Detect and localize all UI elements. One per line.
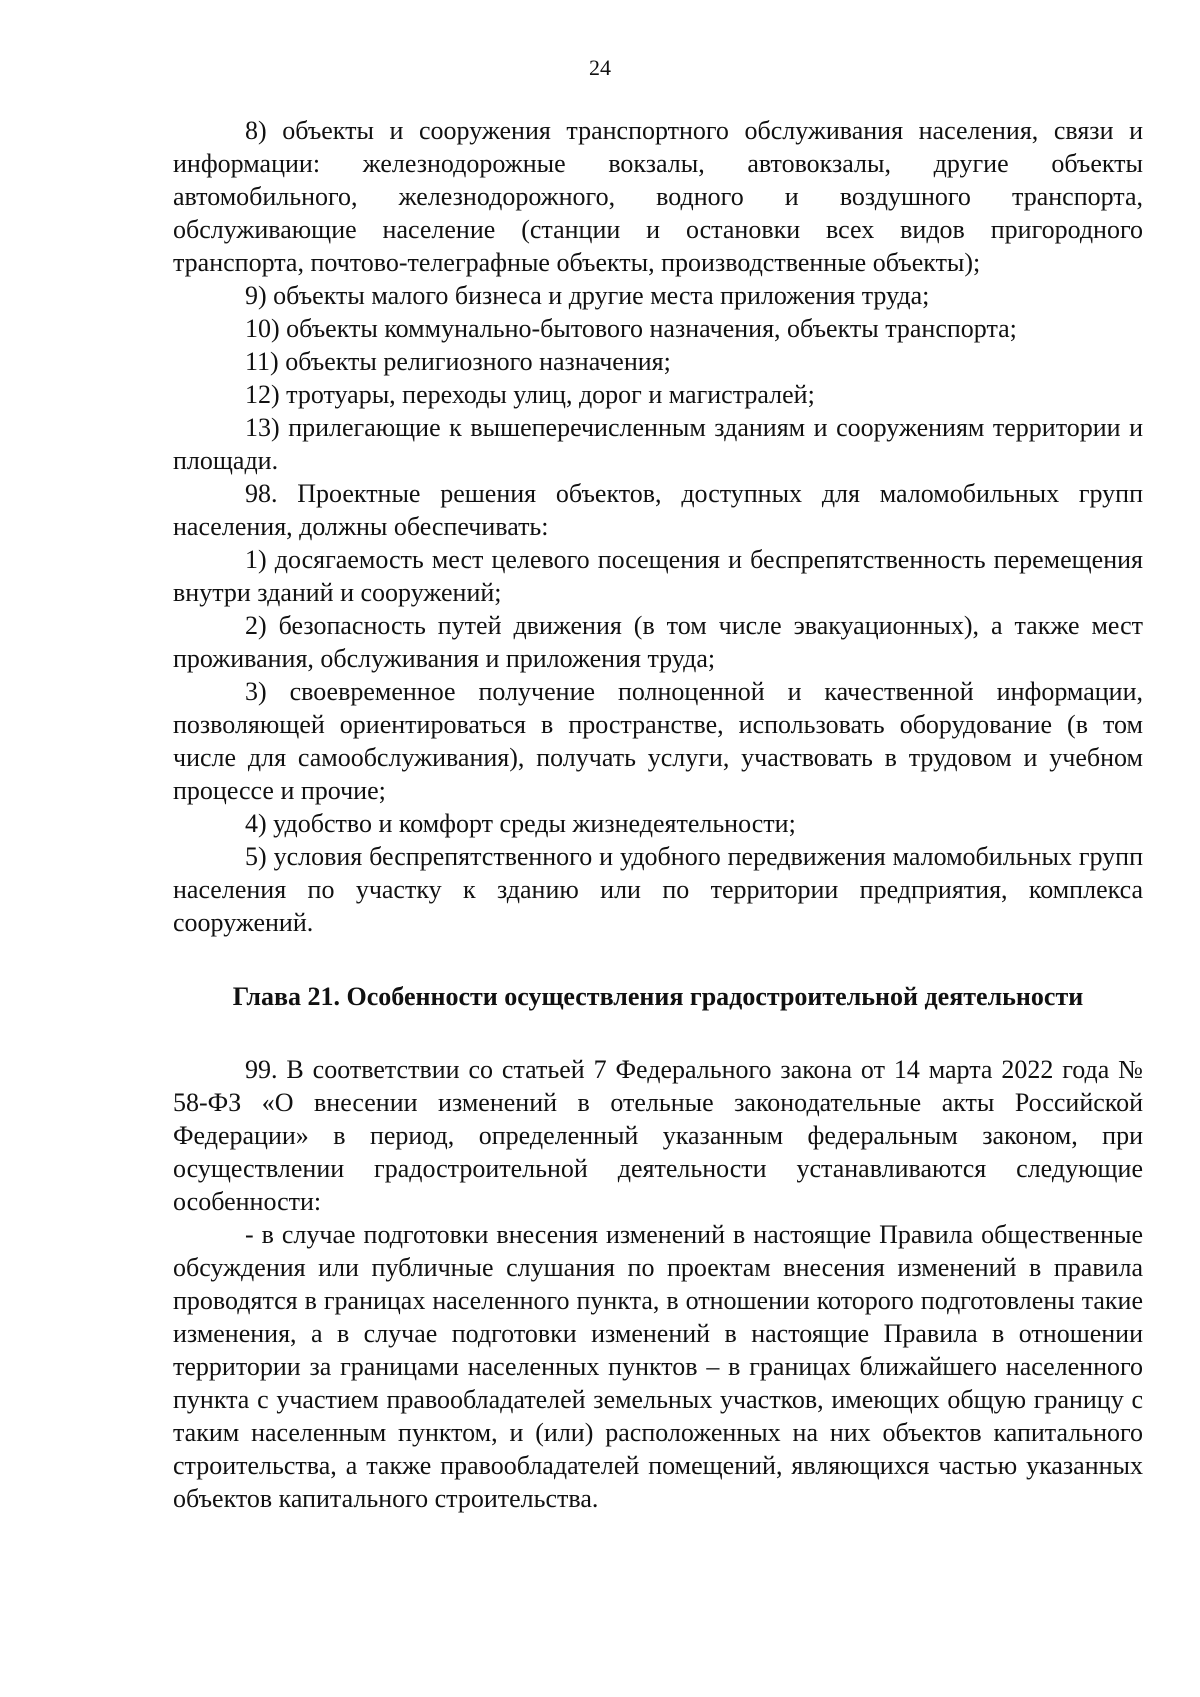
clause-98-item-2: 2) безопасность путей движения (в том числе эвакуационных), а также мест проживания, обслуживания и приложения труда; xyxy=(173,611,1143,673)
clause-98-item-4: 4) удобство и комфорт среды жизнедеятельности; xyxy=(245,809,796,838)
list-item-11: 11) объекты религиозного назначения; xyxy=(245,347,671,376)
page-number: 24 xyxy=(589,55,611,80)
clause-99: 99. В соответствии со статьей 7 Федерального закона от 14 марта 2022 года № 58-ФЗ «О внесении изменений в отельные законодательные акты Российской Федерации» в период, определенный указанным федеральным законом, при осуществлении градостроительной деятельности устанавливаются следующие особенности: xyxy=(173,1055,1143,1216)
clause-98: 98. Проектные решения объектов, доступных для маломобильных групп населения, должны обеспечивать: xyxy=(173,479,1143,541)
list-item-9: 9) объекты малого бизнеса и другие места приложения труда; xyxy=(245,281,930,310)
clause-98-item-5: 5) условия беспрепятственного и удобного передвижения маломобильных групп населения по участку к зданию или по территории предприятия, комплекса сооружений. xyxy=(173,842,1143,937)
chapter-heading: Глава 21. Особенности осуществления градостроительной деятельности xyxy=(232,982,1084,1011)
document-body xyxy=(173,114,1143,1515)
clause-98-item-3: 3) своевременное получение полноценной и качественной информации, позволяющей ориентироваться в пространстве, использовать оборудование (в том числе для самообслуживания), получать услуги, участвовать в трудовом и учебном процессе и прочие; xyxy=(173,677,1143,805)
clause-99-item: - в случае подготовки внесения изменений в настоящие Правила общественные обсуждения или публичные слушания по проектам внесения изменений в правила проводятся в границах населенного пункта, в отношении которого подготовлены такие изменения, а в случае подготовки изменений в настоящие Правила в отношении территории за границами населенных пунктов – в границах ближайшего населенного пункта с участием правообладателей земельных участков, имеющих общую границу с таким населенным пунктом, и (или) расположенных на них объектов капитального строительства, а также правообладателей помещений, являющихся частью указанных объектов капитального строительства. xyxy=(173,1220,1143,1513)
list-item-8: 8) объекты и сооружения транспортного обслуживания населения, связи и информации: железнодорожные вокзалы, автовокзалы, другие объекты автомобильного, железнодорожного, водного и воздушного транспорта, обслуживающие население (станции и остановки всех видов пригородного транспорта, почтово-телеграфные объекты, производственные объекты); xyxy=(173,116,1143,277)
list-item-10: 10) объекты коммунально-бытового назначения, объекты транспорта; xyxy=(245,314,1017,343)
list-item-13: 13) прилегающие к вышеперечисленным зданиям и сооружениям территории и площади. xyxy=(173,413,1143,475)
clause-98-item-1: 1) досягаемость мест целевого посещения и беспрепятственность перемещения внутри зданий и сооружений; xyxy=(173,545,1143,607)
list-item-12: 12) тротуары, переходы улиц, дорог и магистралей; xyxy=(245,380,815,409)
